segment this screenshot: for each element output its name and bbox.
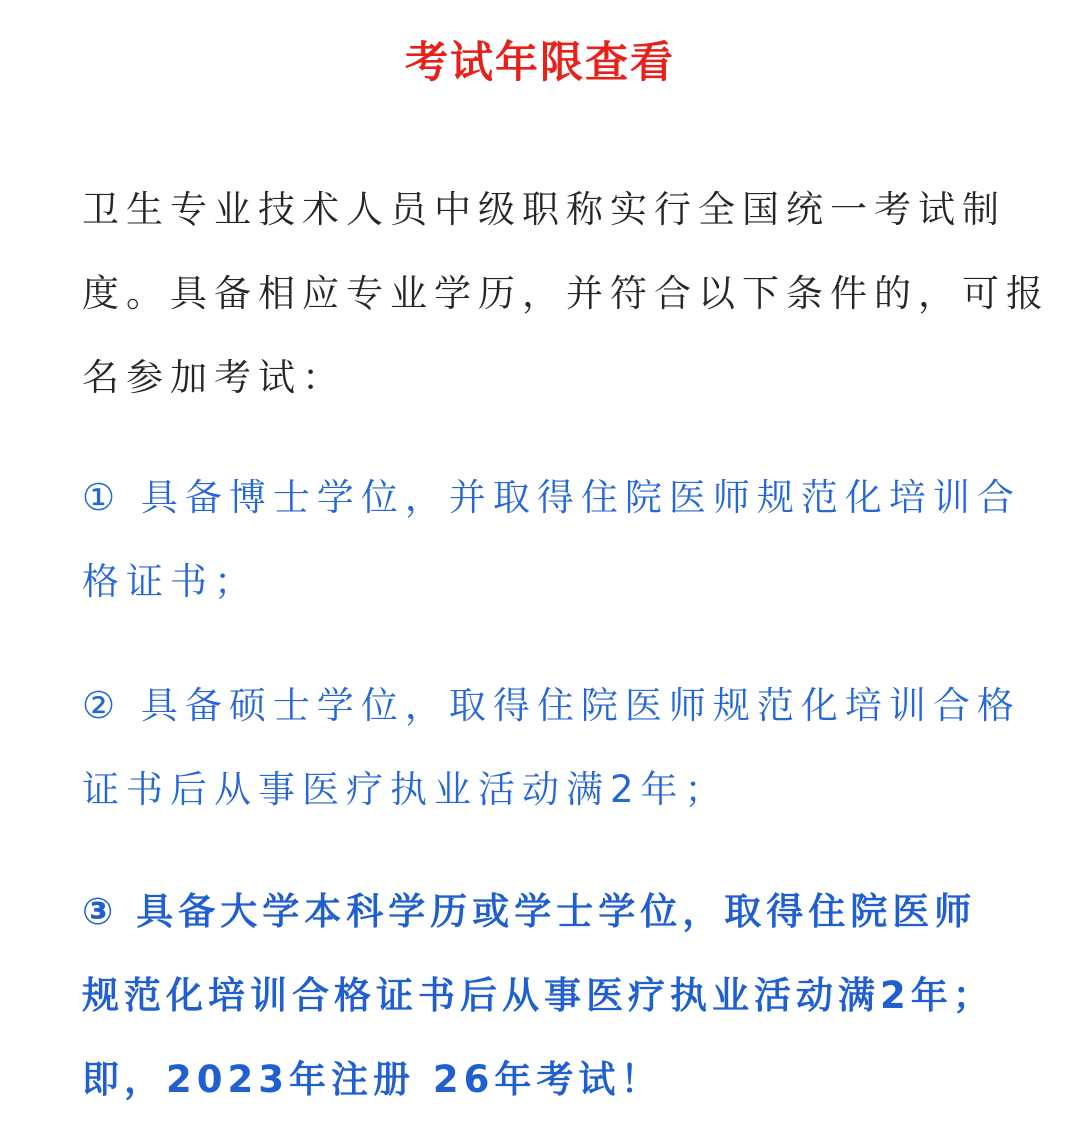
condition-line: ③ 具备大学本科学历或学士学位，取得住院医师: [82, 890, 977, 933]
intro-line: 名参加考试：: [82, 356, 346, 399]
intro-line: 卫生专业技术人员中级职称实行全国统一考试制: [82, 188, 1006, 231]
condition-line: 即，2023年注册 26年考试！: [82, 1058, 663, 1101]
intro-paragraph: [82, 168, 1050, 420]
condition-item-2: [82, 664, 1021, 832]
condition-line: 规范化培训合格证书后从事医疗执业活动满2年；: [82, 974, 995, 1017]
condition-item-3: [82, 870, 1000, 1122]
condition-item-1: [82, 456, 1021, 624]
condition-line: 格证书；: [82, 560, 258, 603]
page-title: 考试年限查看: [405, 38, 675, 88]
intro-line: 度。具备相应专业学历，并符合以下条件的，可报: [82, 272, 1050, 315]
condition-line: ② 具备硕士学位，取得住院医师规范化培训合格: [82, 684, 1021, 727]
condition-line: 证书后从事医疗执业活动满2年；: [82, 768, 729, 811]
condition-line: ① 具备博士学位，并取得住院医师规范化培训合: [82, 476, 1021, 519]
